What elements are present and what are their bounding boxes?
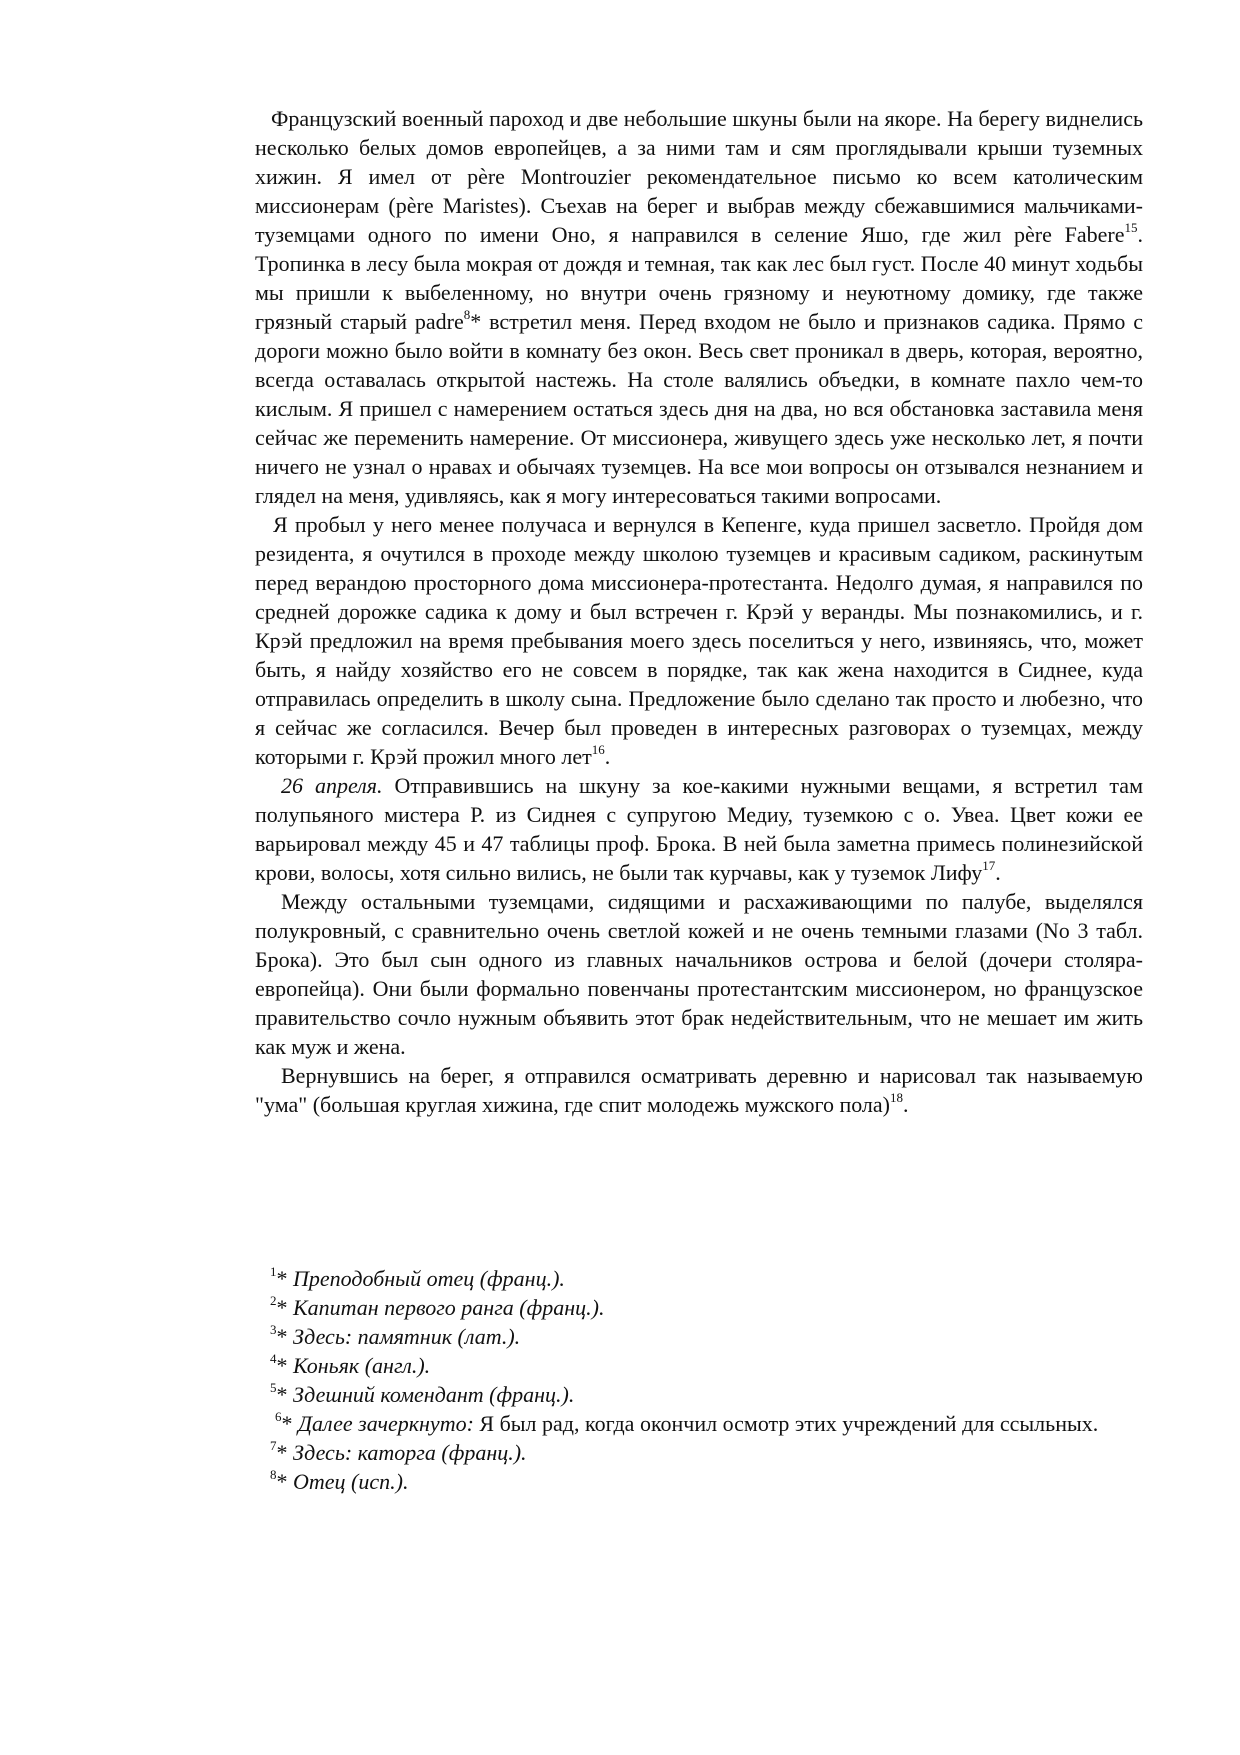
paragraph-text: . bbox=[604, 744, 611, 769]
paragraph-text: Отправившись на шкуну за кое-какими нужными вещами, я встретил там полупьяного мистера Р. из Сиднея с супругою Медиу, туземкою с о. Увеа. Цвет кожи ее варьировал между 45 и 47 таблицы проф. Брока. В ней была заметна примесь полинезийской крови, волосы, хотя сильно вились, не были так курчавы, как у туземок Лифу bbox=[255, 773, 1143, 885]
footnote-text: Коньяк (англ.). bbox=[293, 1353, 431, 1378]
footnote bbox=[255, 1293, 1143, 1322]
footnote-text: Здесь: каторга (франц.). bbox=[293, 1440, 527, 1465]
footnote-mark: * bbox=[276, 1353, 288, 1378]
endnote-ref: 18 bbox=[890, 1089, 904, 1105]
footnote-mark: * bbox=[276, 1382, 288, 1407]
paragraph-text: . bbox=[995, 860, 1001, 885]
paragraph bbox=[255, 1061, 1143, 1119]
footnote bbox=[255, 1380, 1143, 1409]
footnote-text: Отец (исп.). bbox=[293, 1469, 409, 1494]
footnote-number: 6 bbox=[275, 1408, 282, 1424]
footnote bbox=[255, 1264, 1143, 1293]
footnote-number: 4 bbox=[270, 1350, 277, 1366]
footnote-mark: * bbox=[276, 1324, 288, 1349]
footnote-number: 7 bbox=[270, 1437, 277, 1453]
footnote-text: Я был рад, когда окончил осмотр этих учреждений для ссыльных. bbox=[473, 1411, 1099, 1436]
footnote-text: Преподобный отец (франц.). bbox=[293, 1266, 565, 1291]
paragraph-text: . Тропинка в лесу была мокрая от дождя и темная, так как лес был густ. После 40 минут ходьбы мы пришли к выбеленному, но внутри очень грязному и неуютному домику, где также грязный старый padre bbox=[255, 222, 1143, 334]
footnote bbox=[255, 1351, 1143, 1380]
footnote-text-italic: Далее зачеркнуто: bbox=[298, 1411, 474, 1436]
footnote-number: 5 bbox=[270, 1379, 277, 1395]
paragraph-text: Я пробыл у него менее получаса и вернулся в Кепенге, куда пришел засветло. Пройдя дом резидента, я очутился в проходе между школою туземцев и красивым садиком, раскинутым перед верандою просторного дома миссионера-протестанта. Недолго думая, я направился по средней дорожке садика к дому и был встречен г. Крэй у веранды. Мы познакомились, и г. Крэй предложил на время пребывания моего здесь поселиться у него, извиняясь, что, может быть, я найду хозяйство его не совсем в порядке, так как жена находится в Сиднее, куда отправилась определить в школу сына. Предложение было сделано так просто и любезно, что я сейчас же согласился. Вечер был проведен в интересных разговорах о туземцах, между которыми г. Крэй прожил много лет bbox=[255, 512, 1143, 769]
paragraph bbox=[255, 104, 1143, 510]
paragraph-text: * встретил меня. Перед входом не было и признаков садика. Прямо с дороги можно было войти в комнату без окон. Весь свет проникал в дверь, которая, вероятно, всегда оставалась открытой настежь. На столе валялись объедки, в комнате пахло чем-то кислым. Я пришел с намерением остаться здесь дня на два, но вся обстановка заставила меня сейчас же переменить намерение. От миссионера, живущего здесь уже несколько лет, я почти ничего не узнал о нравах и обычаях туземцев. На все мои вопросы он отзывался незнанием и глядел на меня, удивляясь, как я могу интересоваться такими вопросами. bbox=[255, 309, 1143, 508]
footnote-text: Здешний комендант (франц.). bbox=[293, 1382, 575, 1407]
paragraph-text: Французский военный пароход и две небольшие шкуны были на якоре. На берегу виднелись несколько белых домов европейцев, а за ними там и сям проглядывали крыши туземных хижин. Я имел от père Montrouzier рекомендательное письмо ко всем католическим миссионерам (père Maristes). Съехав на берег и выбрав между сбежавшимися мальчиками-туземцами одного по имени Оно, я направился в селение Яшо, где жил père Fabere bbox=[255, 106, 1143, 247]
footnote-number: 8 bbox=[270, 1466, 277, 1482]
footnote-mark: * bbox=[276, 1266, 288, 1291]
footnote bbox=[255, 1438, 1143, 1467]
footnotes bbox=[255, 1264, 1143, 1496]
endnote-ref: 16 bbox=[591, 741, 605, 757]
footnote-text: Здесь: памятник (лат.). bbox=[293, 1324, 521, 1349]
paragraph-text: Вернувшись на берег, я отправился осматривать деревню и нарисовал так называемую "ума" (большая круглая хижина, где спит молодежь мужского пола) bbox=[255, 1063, 1143, 1117]
paragraph bbox=[255, 510, 1143, 771]
diary-date: 26 апреля. bbox=[281, 773, 383, 798]
paragraph bbox=[255, 887, 1143, 1061]
paragraph bbox=[255, 771, 1143, 887]
main-text bbox=[255, 104, 1143, 1119]
footnote bbox=[255, 1322, 1143, 1351]
endnote-ref: 17 bbox=[982, 857, 996, 873]
footnote-mark: * bbox=[281, 1411, 293, 1436]
footnote-mark: * bbox=[276, 1295, 288, 1320]
footnote bbox=[255, 1467, 1143, 1496]
endnote-ref: 15 bbox=[1124, 219, 1138, 235]
footnote-mark: * bbox=[276, 1469, 288, 1494]
paragraph-text: . bbox=[903, 1092, 909, 1117]
footnote-number: 1 bbox=[270, 1263, 277, 1279]
footnote bbox=[255, 1409, 1143, 1438]
paragraph-text: Между остальными туземцами, сидящими и расхаживающими по палубе, выделялся полукровный, с сравнительно очень светлой кожей и не очень темными глазами (No 3 табл. Брока). Это был сын одного из главных начальников острова и белой (дочери столяра-европейца). Они были формально повенчаны протестантским миссионером, но французское правительство сочло нужным объявить этот брак недействительным, что не мешает им жить как муж и жена. bbox=[255, 889, 1143, 1059]
footnote-text: Капитан первого ранга (франц.). bbox=[293, 1295, 605, 1320]
footnote-number: 2 bbox=[270, 1292, 277, 1308]
footnote-ref: 8 bbox=[463, 306, 471, 322]
footnote-number: 3 bbox=[270, 1321, 277, 1337]
footnote-mark: * bbox=[276, 1440, 288, 1465]
